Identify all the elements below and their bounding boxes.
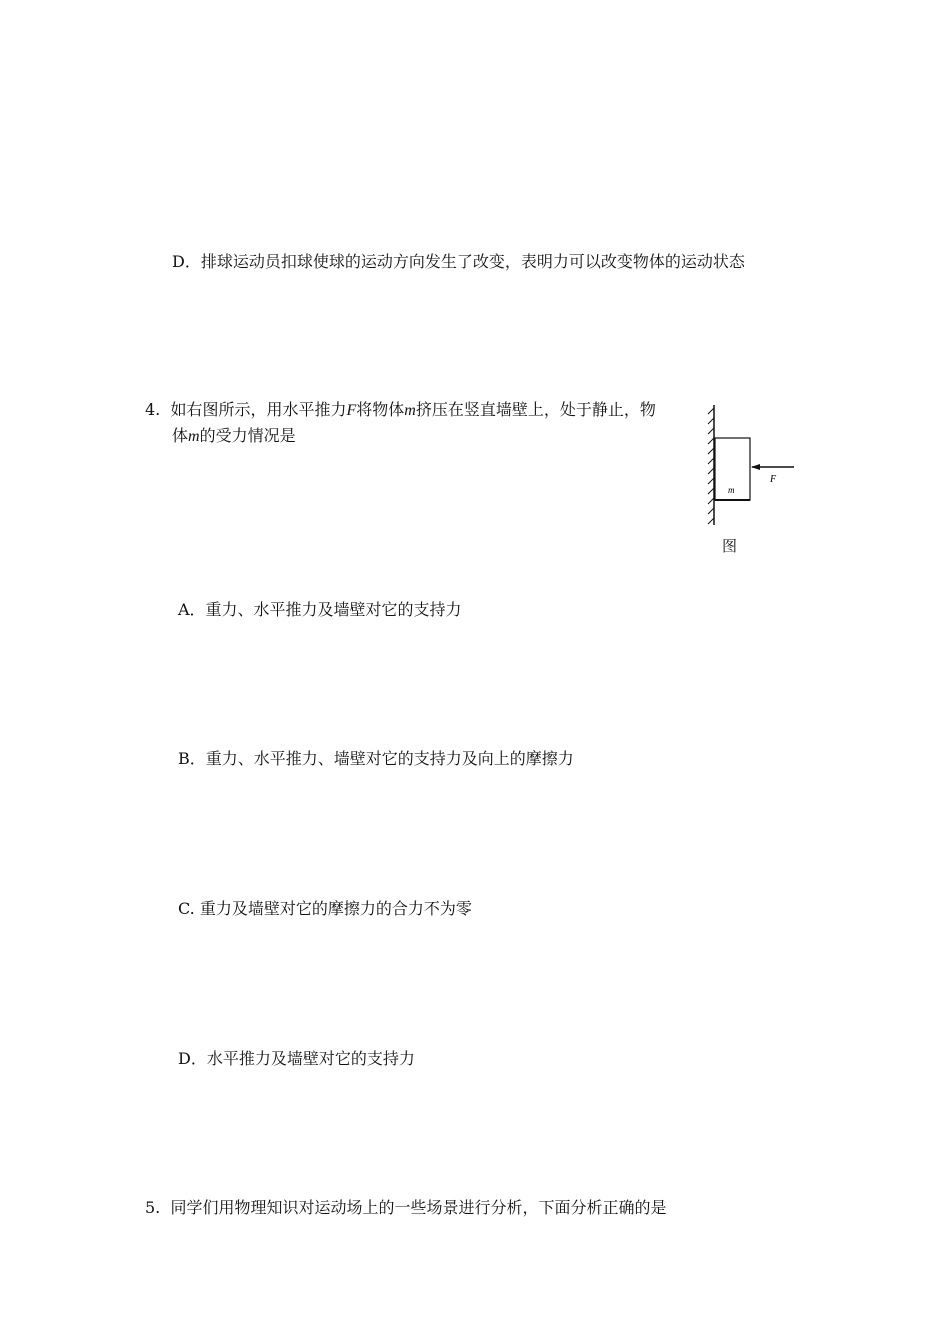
block-label: m <box>728 485 735 495</box>
q5-stem-line <box>145 1198 666 1218</box>
q4-var-m2: m <box>188 428 200 445</box>
wall-hatching <box>708 408 714 524</box>
q4-stem-line2 <box>172 426 296 447</box>
q5-number: 5. <box>145 1198 161 1217</box>
figure-caption: 图 <box>722 537 738 555</box>
q4-option-a: A．重力、水平推力及墙壁对它的支持力 <box>178 600 462 619</box>
q4-stem-text5: 的受力情况是 <box>199 426 296 445</box>
q4-stem-text1: 如右图所示，用水平推力 <box>170 400 347 419</box>
q4-stem-line1 <box>145 400 656 421</box>
q4-figure <box>700 400 800 560</box>
q4-option-b: B．重力、水平推力、墙壁对它的支持力及向上的摩擦力 <box>178 749 574 768</box>
q5-stem: 同学们用物理知识对运动场上的一些场景进行分析，下面分析正确的是 <box>170 1198 667 1217</box>
q4-number: 4. <box>145 400 161 419</box>
arrow-head-icon <box>751 464 760 470</box>
q4-option-d: D．水平推力及墙壁对它的支持力 <box>178 1049 415 1068</box>
q4-option-c: C. 重力及墙壁对它的摩擦力的合力不为零 <box>178 899 472 918</box>
q4-stem-text4: 体 <box>172 426 189 445</box>
q4-var-F: F <box>346 402 357 419</box>
q4-var-m: m <box>404 402 416 419</box>
force-label: F <box>770 474 777 485</box>
q4-stem-text2: 将物体 <box>356 400 405 419</box>
q4-stem-text3: 挤压在竖直墙壁上，处于静止，物 <box>415 400 656 419</box>
q3-option-d: D．排球运动员扣球使球的运动方向发生了改变，表明力可以改变物体的运动状态 <box>172 252 745 271</box>
